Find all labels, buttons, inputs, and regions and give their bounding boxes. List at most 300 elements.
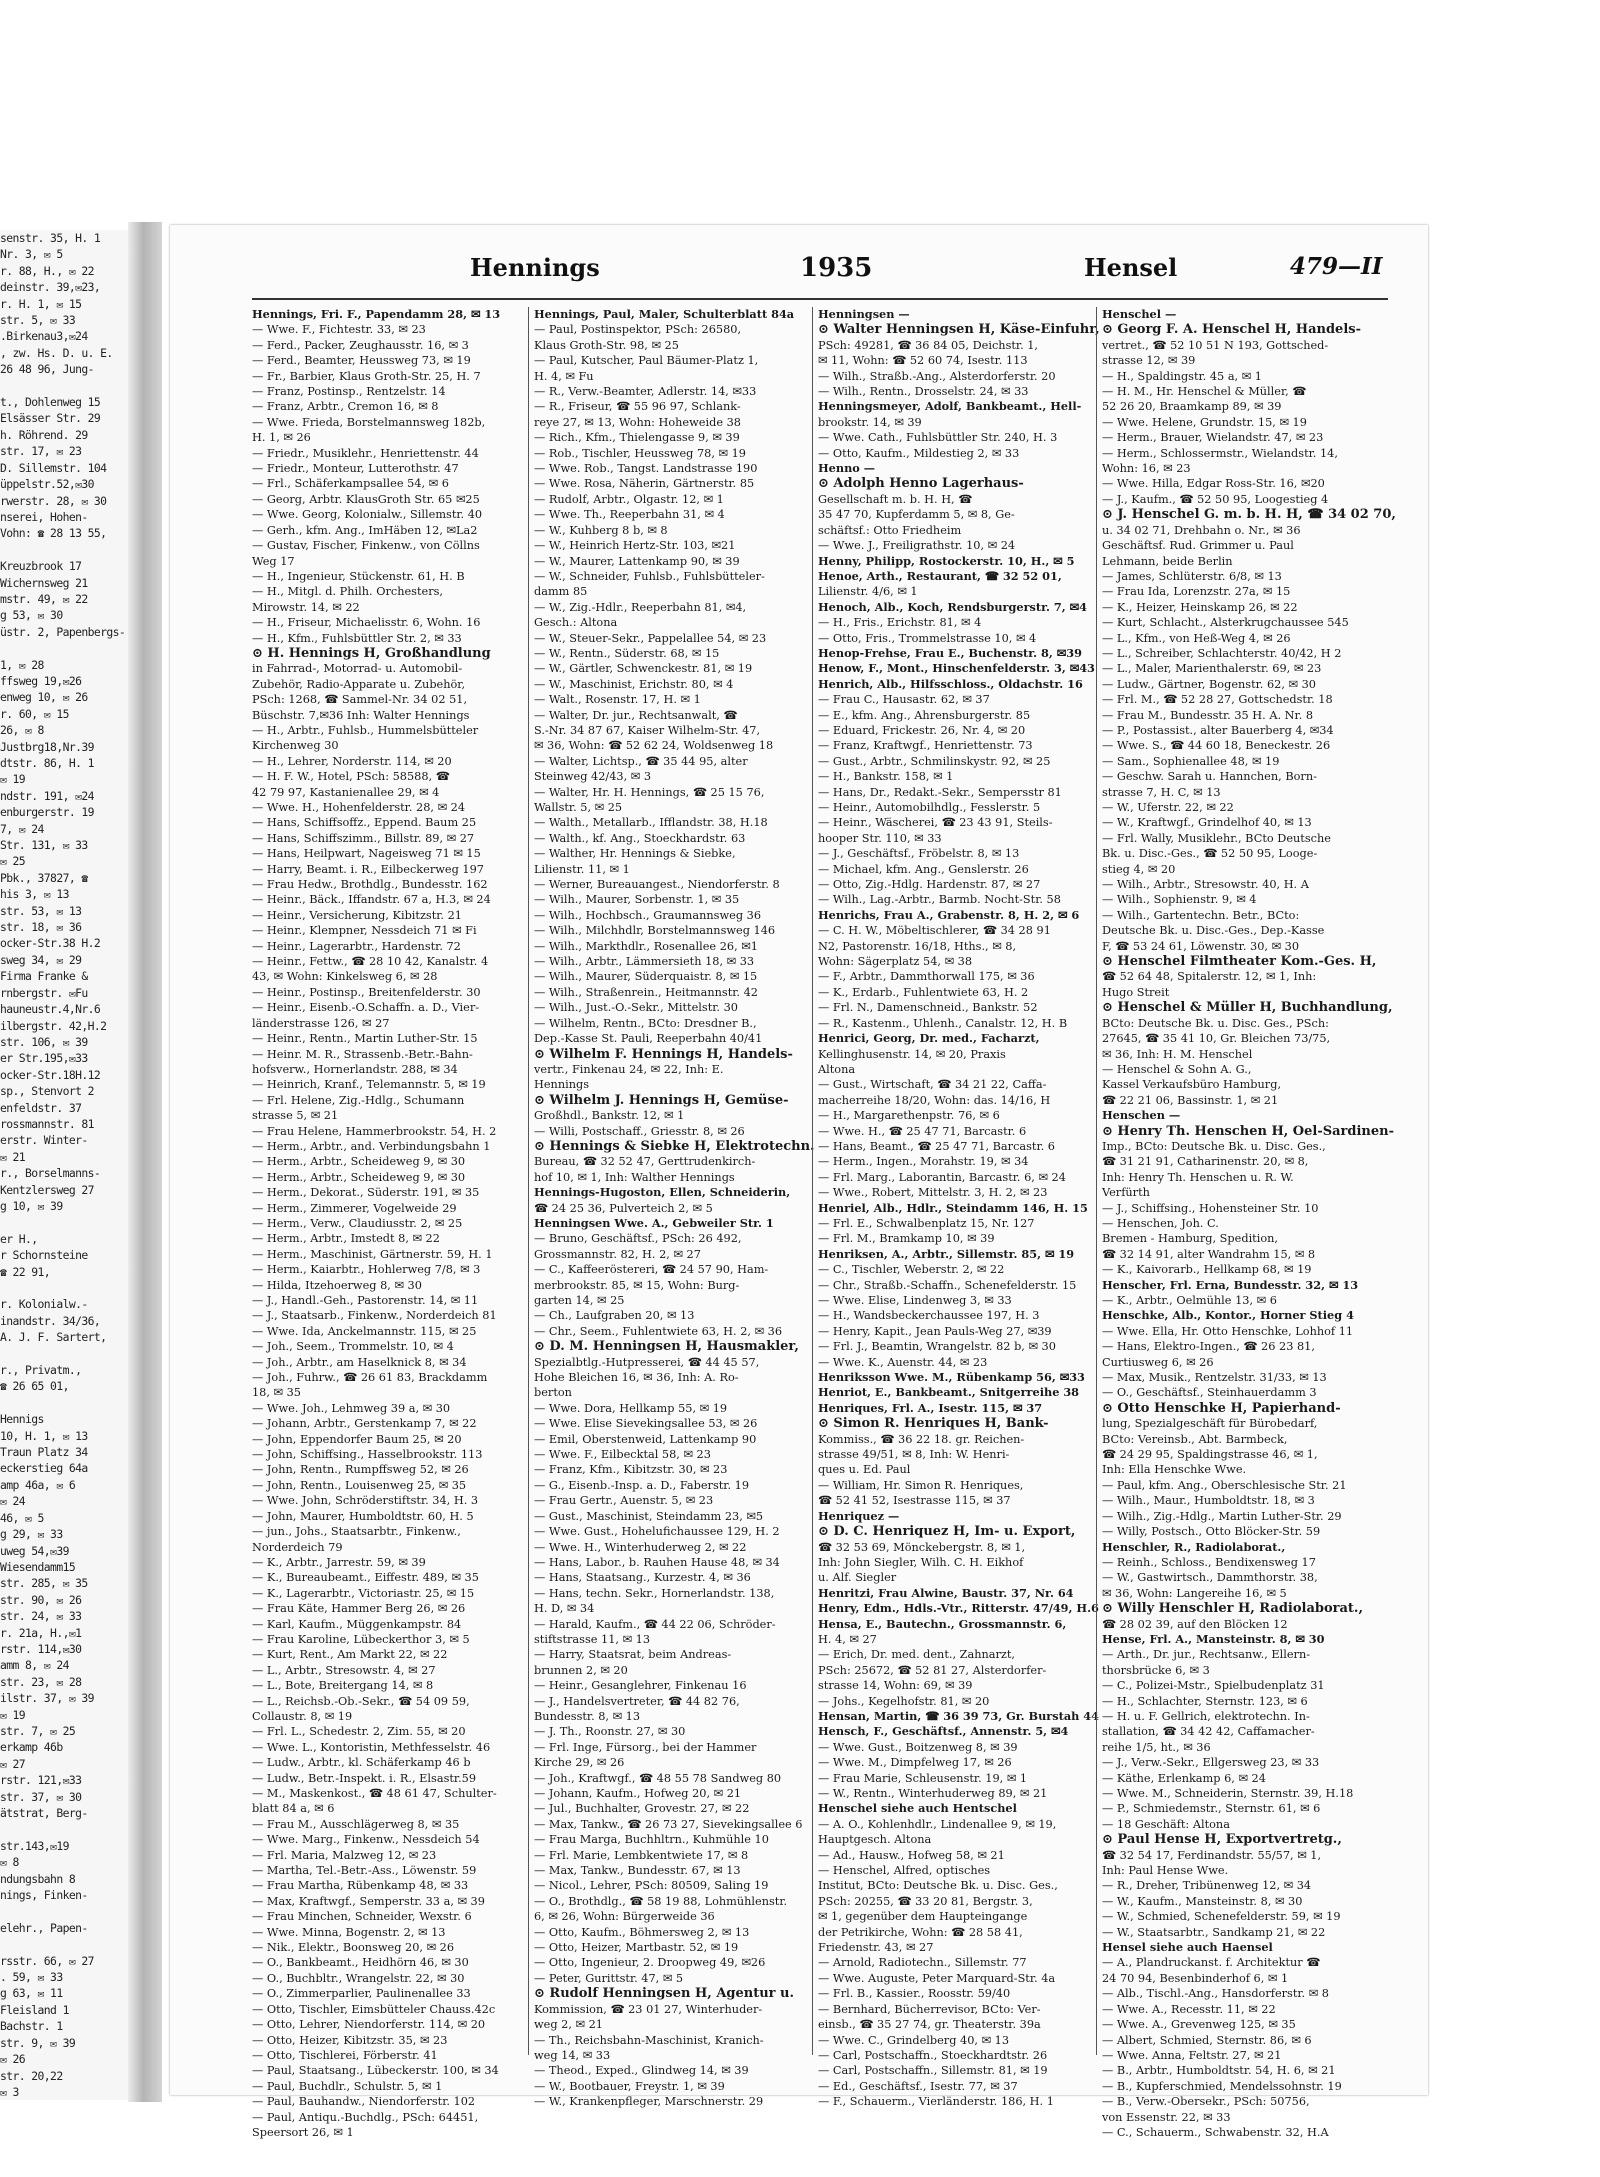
- column-1: [252, 307, 507, 2139]
- directory-entry: — Paul, Postinspektor, PSch: 26580,: [534, 323, 742, 337]
- left-page-line: ✉ 8: [0, 1855, 19, 1870]
- directory-entry: — H., Ingenieur, Stückenstr. 61, H. B: [252, 569, 465, 583]
- directory-entry: — Frau Marie, Schleusenstr. 19, ✉ 1: [818, 1771, 1028, 1785]
- left-page-line: üppelstr.52,✉30: [0, 477, 94, 492]
- directory-entry: — Harry, Staatsrat, beim Andreas-: [534, 1648, 732, 1662]
- left-page-line: 26 48 96, Jung-: [0, 362, 94, 377]
- directory-entry: — H., Kfm., Fuhlsbüttler Str. 2, ✉ 33: [252, 631, 462, 645]
- directory-entry: — Hans, Dr., Redakt.-Sekr., Sempersstr 81: [818, 785, 1062, 799]
- directory-entry: Henriques, Frl. A., Isestr. 115, ✉ 37: [818, 1400, 1043, 1415]
- directory-entry: — Gust., Arbtr., Schmilinskystr. 92, ✉ 25: [818, 754, 1051, 768]
- left-page-line: hauneustr.4,Nr.6: [0, 1002, 101, 1017]
- directory-entry: Henriksson Wwe. M., Rübenkamp 56, ✉33: [818, 1370, 1085, 1385]
- directory-entry: — Chr., Seem., Fuhlentwiete 63, H. 2, ✉ 36: [534, 1324, 783, 1338]
- directory-entry: — Otto, Tischlerei, Förberstr. 41: [252, 2048, 438, 2062]
- directory-entry: u. Alf. Siegler: [818, 1571, 897, 1585]
- directory-entry: — Paul, Bauhandw., Niendorferstr. 102: [252, 2095, 476, 2109]
- left-page-line: ilstr. 37, ✉ 39: [0, 1691, 94, 1706]
- directory-entry: Norderdeich 79: [252, 1540, 343, 1554]
- directory-entry: — Nik., Elektr., Boonsweg 20, ✉ 26: [252, 1941, 455, 1955]
- directory-entry: — Wwe. A., Recesstr. 11, ✉ 22: [1102, 2002, 1276, 2016]
- directory-entry: — Frl. L., Schedestr. 2, Zim. 55, ✉ 20: [252, 1725, 466, 1739]
- left-page-line: rstr. 121,✉33: [0, 1773, 82, 1788]
- directory-entry: hooper Str. 110, ✉ 33: [818, 831, 942, 845]
- left-page-line: rsstr. 66, ✉ 27: [0, 1953, 94, 1968]
- directory-entry: — Frau Gertr., Auenstr. 5, ✉ 23: [534, 1494, 714, 1508]
- directory-entry: — R., Friseur, ☎ 55 96 97, Schlank-: [534, 400, 741, 414]
- column-2: [534, 307, 815, 2109]
- directory-entry: reye 27, ✉ 13, Wohn: Hoheweide 38: [534, 415, 741, 429]
- directory-entry: — Henschel & Sohn A. G.,: [1102, 1062, 1252, 1076]
- directory-entry: — Gust., Wirtschaft, ☎ 34 21 22, Caffa-: [818, 1078, 1047, 1092]
- directory-entry: Inh: Ella Henschke Wwe.: [1102, 1463, 1247, 1477]
- directory-entry: H. D, ✉ 34: [534, 1602, 595, 1616]
- directory-entry: — Otto, Tischler, Eimsbütteler Chauss.42c: [252, 2002, 496, 2016]
- directory-entry: — Paul, kfm. Ang., Oberschlesische Str. 21: [1102, 1478, 1347, 1492]
- directory-entry: — Wwe. Rob., Tangst. Landstrasse 190: [534, 462, 758, 476]
- directory-entry: — Wwe. Frieda, Borstelmannsweg 182b,: [252, 415, 486, 429]
- directory-entry: — Albert, Schmied, Sternstr. 86, ✉ 6: [1102, 2033, 1312, 2047]
- left-page-line: ✉ 21: [0, 1149, 26, 1164]
- directory-entry: Institut, BCto: Deutsche Bk. u. Disc. Ges.,: [818, 1879, 1058, 1893]
- directory-entry: Henry, Edm., Hdls.-Vtr., Ritterstr. 47/49, H.6: [818, 1601, 1099, 1616]
- directory-entry: — K., Lagerarbtr., Victoriastr. 25, ✉ 15: [252, 1586, 475, 1600]
- directory-entry: — Wilh., Sophienstr. 9, ✉ 4: [1102, 893, 1257, 907]
- directory-entry: — Wilh., Maurer, Sorbenstr. 1, ✉ 35: [534, 893, 740, 907]
- directory-entry: hof 10, ✉ 1, Inh: Walther Hennings: [534, 1170, 735, 1184]
- directory-entry: stallation, ☎ 34 42 42, Caffamacher-: [1102, 1725, 1315, 1739]
- directory-entry: — Heinr., Klempner, Nessdeich 71 ✉ Fi: [252, 924, 477, 938]
- directory-entry: — Paul, Buchdlr., Schulstr. 5, ✉ 1: [252, 2079, 443, 2093]
- directory-entry: — Harald, Kaufm., ☎ 44 22 06, Schröder-: [534, 1617, 776, 1631]
- directory-entry: ⊙ Paul Hense H, Exportvertretg.,: [1102, 1832, 1342, 1848]
- directory-entry: — Ludw., Gärtner, Bogenstr. 62, ✉ 30: [1102, 677, 1316, 691]
- directory-entry: — Kurt, Rent., Am Markt 22, ✉ 22: [252, 1648, 448, 1662]
- directory-entry: ⊙ Georg F. A. Henschel H, Handels-: [1102, 322, 1361, 338]
- directory-entry: Hensch, F., Geschäftsf., Annenstr. 5, ✉4: [818, 1724, 1069, 1739]
- directory-entry: ⊙ Simon R. Henriques H, Bank-: [818, 1416, 1049, 1432]
- directory-entry: — Wilh., Just.-O.-Sekr., Mittelstr. 30: [534, 1001, 738, 1015]
- directory-entry: — Walth., Metallarb., Ifflandstr. 38, H.18: [534, 816, 768, 830]
- directory-entry: ☎ 52 41 52, Isestrasse 115, ✉ 37: [818, 1494, 1011, 1508]
- directory-entry: — H., Schlachter, Sternstr. 123, ✉ 6: [1102, 1694, 1308, 1708]
- directory-entry: — W., Kuhberg 8 b, ✉ 8: [534, 523, 668, 537]
- directory-entry: — Joh., Kraftwgf., ☎ 48 55 78 Sandweg 80: [534, 1771, 782, 1785]
- left-page-line: [0, 1395, 128, 1411]
- directory-entry: u. 34 02 71, Drehbahn o. Nr., ✉ 36: [1102, 523, 1301, 537]
- directory-entry: — Joh., Arbtr., am Haselknick 8, ✉ 34: [252, 1355, 467, 1369]
- directory-entry: — Wilh., Gartentechn. Betr., BCto:: [1102, 908, 1300, 922]
- directory-entry: — Max, Kraftwgf., Semperstr. 33 a, ✉ 39: [252, 1894, 485, 1908]
- directory-entry: Deutsche Bk. u. Disc.-Ges., Dep.-Kasse: [1102, 924, 1325, 938]
- directory-entry: — O., Brothdlg., ☎ 58 19 88, Lohmühlenstr.: [534, 1894, 788, 1908]
- directory-entry: — H., Fris., Erichstr. 81, ✉ 4: [818, 616, 982, 630]
- directory-entry: — Wilh., Maur., Humboldtstr. 18, ✉ 3: [1102, 1494, 1315, 1508]
- directory-entry: ✉ 11, Wohn: ☎ 52 60 74, Isestr. 113: [818, 354, 1028, 368]
- directory-entry: — Wwe. Ella, Hr. Otto Henschke, Lohhof 11: [1102, 1324, 1354, 1338]
- directory-entry: — K., Erdarb., Fuhlentwiete 63, H. 2: [818, 985, 1029, 999]
- directory-entry: — B., Kupferschmied, Mendelssohnstr. 19: [1102, 2079, 1342, 2093]
- directory-entry: Bk. u. Disc.-Ges., ☎ 52 50 95, Looge-: [1102, 847, 1318, 861]
- left-page-line: uweg 54,✉39: [0, 1543, 69, 1558]
- directory-entry: Altona: [818, 1062, 856, 1076]
- directory-entry: — Wwe. M., Schneiderin, Sternstr. 39, H.18: [1102, 1787, 1354, 1800]
- directory-entry: 43, ✉ Wohn: Kinkelsweg 6, ✉ 28: [252, 970, 438, 984]
- directory-entry: — Frl. B., Kassier., Roosstr. 59/40: [818, 1987, 1011, 2001]
- left-page-line: 46, ✉ 5: [0, 1510, 44, 1525]
- directory-entry: ☎ 52 64 48, Spitalerstr. 12, ✉ 1, Inh:: [1102, 970, 1317, 984]
- directory-entry: Inh: Henry Th. Henschen u. R. W.: [1102, 1170, 1294, 1184]
- directory-entry: weg 2, ✉ 21: [534, 2018, 603, 2032]
- directory-entry: — Sam., Sophienallee 48, ✉ 19: [1102, 754, 1280, 768]
- directory-entry: — John, Maurer, Humboldtstr. 60, H. 5: [252, 1509, 474, 1523]
- directory-entry: Henningsen Wwe. A., Gebweiler Str. 1: [534, 1215, 774, 1230]
- directory-entry: Henny, Philipp, Rostockerstr. 10, H., ✉ 5: [818, 553, 1075, 568]
- column-divider: [1096, 307, 1097, 2055]
- directory-entry: Wohn: 16, ✉ 23: [1102, 462, 1191, 476]
- directory-entry: damm 85: [534, 585, 588, 599]
- directory-entry: Bureau, ☎ 32 52 47, Gerttrudenkirch-: [534, 1155, 756, 1169]
- directory-entry: ques u. Ed. Paul: [818, 1463, 911, 1477]
- directory-entry: — Johs., Kegelhofstr. 81, ✉ 20: [818, 1694, 990, 1708]
- directory-entry: — Willi, Postschaff., Griesstr. 8, ✉ 26: [534, 1124, 745, 1138]
- directory-entry: weg 14, ✉ 33: [534, 2048, 611, 2062]
- directory-entry: strasse 5, ✉ 21: [252, 1109, 339, 1123]
- left-page-line: sweg 34, ✉ 29: [0, 952, 82, 967]
- directory-entry: — Wwe. J., Freiligrathstr. 10, ✉ 24: [818, 539, 1016, 553]
- directory-entry: ⊙ Adolph Henno Lagerhaus-: [818, 476, 1024, 492]
- directory-entry: — W., Zig.-Hdlr., Reeperbahn 81, ✉4,: [534, 600, 747, 614]
- directory-entry: 52 26 20, Braamkamp 89, ✉ 39: [1102, 400, 1282, 414]
- directory-entry: — P., Postassist., alter Bauerberg 4, ✉34: [1102, 723, 1334, 737]
- directory-entry: — W., Krankenpfleger, Marschnerstr. 29: [534, 2095, 764, 2109]
- directory-entry: Henriel, Alb., Hdlr., Steindamm 146, H. 15: [818, 1200, 1088, 1215]
- directory-entry: — L., Maler, Marienthalerstr. 69, ✉ 23: [1102, 662, 1322, 676]
- directory-entry: stieg 4, ✉ 20: [1102, 862, 1176, 876]
- directory-entry: — Hans, Staatsang., Kurzestr. 4, ✉ 36: [534, 1571, 751, 1585]
- directory-entry: — Herm., Kaiarbtr., Hohlerweg 7/8, ✉ 3: [252, 1263, 481, 1277]
- directory-entry: Hense, Frl. A., Mansteinstr. 8, ✉ 30: [1102, 1631, 1325, 1646]
- directory-entry: — O., Geschäftsf., Steinhauerdamm 3: [1102, 1386, 1317, 1400]
- directory-entry: — Carl, Postschaffn., Stoeckhardtstr. 26: [818, 2048, 1048, 2062]
- left-page-line: , zw. Hs. D. u. E.: [0, 345, 113, 360]
- directory-entry: schäftsf.: Otto Friedheim: [818, 523, 962, 537]
- directory-entry: Hugo Streit: [1102, 985, 1170, 999]
- directory-entry: — Wwe. H., Winterhuderweg 2, ✉ 22: [534, 1540, 747, 1554]
- left-page-line: r. 88, H., ✉ 22: [0, 263, 94, 278]
- directory-entry: — H. F. W., Hotel, PSch: 58588, ☎: [252, 770, 450, 784]
- left-page-line: A. J. F. Sartert,: [0, 1330, 107, 1345]
- directory-entry: — C., Kaffeeröstereri, ☎ 24 57 90, Ham-: [534, 1263, 769, 1277]
- directory-entry: — Frau Martha, Rübenkamp 48, ✉ 33: [252, 1879, 469, 1893]
- directory-entry: Henriquez —: [818, 1508, 900, 1523]
- directory-entry: — Wwe. K., Auenstr. 44, ✉ 23: [818, 1355, 988, 1369]
- directory-entry: ⊙ Wilhelm F. Hennings H, Handels-: [534, 1046, 793, 1062]
- directory-entry: — Wilh., Lag.-Arbtr., Barmb. Nocht-Str. 58: [818, 893, 1061, 907]
- left-page-line: ✉ 19: [0, 772, 26, 787]
- directory-entry: Wohn: Sägerplatz 54, ✉ 38: [818, 955, 973, 969]
- left-page-line: ocker-Str.18H.12: [0, 1067, 101, 1082]
- left-page-line: ocker-Str.38 H.2: [0, 936, 101, 951]
- directory-entry: — Heinr., Eisenb.-O.Schaffn. a. D., Vier-: [252, 1001, 480, 1015]
- directory-entry: 24 70 94, Besenbinderhof 6, ✉ 1: [1102, 1971, 1289, 1985]
- left-page-line: str. 17, ✉ 23: [0, 444, 82, 459]
- directory-entry: — W., Kraftwgf., Grindelhof 40, ✉ 13: [1102, 816, 1312, 830]
- directory-entry: — Heinr., Rentn., Martin Luther-Str. 15: [252, 1032, 478, 1046]
- directory-entry: — Frau M., Ausschlägerweg 8, ✉ 35: [252, 1817, 460, 1831]
- column-4: [1102, 307, 1396, 2139]
- directory-entry: — Heinr., Postinsp., Breitenfelderstr. 30: [252, 985, 481, 999]
- directory-entry: — Walter, Hr. H. Hennings, ☎ 25 15 76,: [534, 785, 765, 799]
- directory-entry: — Herm., Verw., Claudiusstr. 2, ✉ 25: [252, 1216, 463, 1230]
- directory-entry: — Hans, techn. Sekr., Hornerlandstr. 138,: [534, 1586, 775, 1600]
- directory-entry: Henritzi, Frau Alwine, Baustr. 37, Nr. 64: [818, 1585, 1074, 1600]
- left-page-line: ätstrat, Berg-: [0, 1806, 88, 1820]
- directory-entry: — Frl., Schäferkampsallee 54, ✉ 6: [252, 477, 449, 491]
- directory-entry: — Heinr., Automobilhdlg., Fesslerstr. 5: [818, 801, 1041, 814]
- left-page-line: ✉ 25: [0, 854, 26, 869]
- directory-entry: PSch: 1268, ☎ Sammel-Nr. 34 02 51,: [252, 693, 468, 707]
- left-page-line: enweg 10, ✉ 26: [0, 690, 88, 705]
- left-page-line: 1, ✉ 28: [0, 657, 44, 672]
- directory-entry: — Hans, Schiffszimm., Billstr. 89, ✉ 27: [252, 831, 475, 845]
- directory-entry: — Max, Tankw., Bundesstr. 67, ✉ 13: [534, 1864, 741, 1878]
- directory-entry: PSch: 20255, ☎ 33 20 81, Bergstr. 3,: [818, 1894, 1033, 1908]
- directory-entry: — Herm., Arbtr., Scheideweg 9, ✉ 30: [252, 1155, 466, 1169]
- directory-entry: brookstr. 14, ✉ 39: [818, 415, 922, 429]
- directory-entry: — L., Schreiber, Schlachterstr. 40/42, H 2: [1102, 646, 1342, 660]
- directory-entry: — Wilhelm, Rentn., BCto: Dresdner B.,: [534, 1016, 757, 1030]
- left-page-line: erstr. Winter-: [0, 1133, 88, 1148]
- left-page-line: .Birkenau3,✉24: [0, 329, 88, 344]
- directory-entry: Henrich, Alb., Hilfsschloss., Oldachstr. 16: [818, 676, 1083, 691]
- directory-entry: Zubehör, Radio-Apparate u. Zubehör,: [252, 677, 466, 691]
- directory-entry: — J., Geschäftsf., Fröbelstr. 8, ✉ 13: [818, 847, 1020, 861]
- directory-entry: — Frl. E., Schwalbenplatz 15, Nr. 127: [818, 1216, 1035, 1230]
- directory-entry: 42 79 97, Kastanienallee 29, ✉ 4: [252, 785, 440, 799]
- directory-entry: — Wwe., Robert, Mittelstr. 3, H. 2, ✉ 23: [818, 1186, 1048, 1200]
- directory-entry: — K., Arbtr., Oelmühle 13, ✉ 6: [1102, 1294, 1277, 1307]
- directory-entry: — W., Steuer-Sekr., Pappelallee 54, ✉ 23: [534, 631, 767, 645]
- directory-entry: Hohe Bleichen 16, ✉ 36, Inh: A. Ro-: [534, 1371, 739, 1385]
- directory-entry: ☎ 32 53 69, Mönckebergstr. 8, ✉ 1,: [818, 1540, 1026, 1554]
- directory-entry: — Henschel, Alfred, optisches: [818, 1864, 991, 1878]
- directory-entry: Bremen - Hamburg, Spedition,: [1102, 1232, 1279, 1246]
- header-right-word: Hensel: [1084, 253, 1178, 282]
- directory-entry: Henow, F., Mont., Hinschenfelderstr. 3, ✉43: [818, 661, 1095, 676]
- directory-entry: Henschen —: [1102, 1108, 1181, 1123]
- directory-entry: — Harry, Beamt. i. R., Eilbeckerweg 197: [252, 862, 484, 876]
- directory-entry: brunnen 2, ✉ 20: [534, 1663, 628, 1677]
- directory-entry: — Frau Marga, Buchhltrn., Kuhmühle 10: [534, 1833, 769, 1847]
- directory-entry: — Otto, Zig.-Hdlg. Hardenstr. 87, ✉ 27: [818, 878, 1041, 892]
- directory-entry: — Frau C., Hausastr. 62, ✉ 37: [818, 693, 990, 707]
- left-page-line: [0, 1214, 128, 1230]
- directory-entry: — John, Rentn., Rumpffsweg 52, ✉ 26: [252, 1463, 469, 1477]
- left-page-line: str. 20,22: [0, 2068, 63, 2083]
- left-page-line: Justbrg18,Nr.39: [0, 739, 94, 754]
- left-page-line: [0, 1280, 128, 1296]
- directory-entry: — R., Dreher, Tribünenweg 12, ✉ 34: [1102, 1879, 1312, 1893]
- directory-entry: — Nicol., Lehrer, PSch: 80509, Saling 19: [534, 1879, 769, 1893]
- directory-entry: — Geschw. Sarah u. Hannchen, Born-: [1102, 770, 1317, 784]
- directory-entry: — Th., Reichsbahn-Maschinist, Kranich-: [534, 2033, 764, 2047]
- directory-entry: Friedenstr. 43, ✉ 27: [818, 1941, 934, 1955]
- directory-entry: — Wwe. A., Grevenweg 125, ✉ 35: [1102, 2018, 1296, 2032]
- directory-entry: ⊙ Henschel & Müller H, Buchhandlung,: [1102, 1000, 1393, 1016]
- directory-entry: — Wwe. Auguste, Peter Marquard-Str. 4a: [818, 1971, 1056, 1985]
- directory-entry: — Wwe. Marg., Finkenw., Nessdeich 54: [252, 1833, 480, 1847]
- left-page-line: str. 106, ✉ 39: [0, 1034, 88, 1049]
- directory-entry: — Otto, Kaufm., Böhmersweg 2, ✉ 13: [534, 1925, 750, 1939]
- directory-entry: — Wwe. Hilla, Edgar Ross-Str. 16, ✉20: [1102, 477, 1325, 491]
- directory-entry: — O., Buchbltr., Wrangelstr. 22, ✉ 30: [252, 1971, 465, 1985]
- left-page-line: amm 8, ✉ 24: [0, 1658, 69, 1673]
- left-page-line: str. 24, ✉ 33: [0, 1609, 82, 1624]
- directory-entry: Steinweg 42/43, ✉ 3: [534, 770, 652, 784]
- column-divider: [528, 307, 529, 2055]
- directory-entry: — John, Eppendorfer Baum 25, ✉ 20: [252, 1432, 462, 1446]
- left-page-line: Fleisland 1: [0, 2002, 69, 2017]
- directory-entry: — Eduard, Frickestr. 26, Nr. 4, ✉ 20: [818, 723, 1026, 737]
- directory-entry: — Heinr., Bäck., Iffandstr. 67 a, H.3, ✉ 24: [252, 893, 491, 907]
- header-year: 1935: [800, 253, 873, 283]
- left-page-line: t., Dohlenweg 15: [0, 395, 101, 410]
- directory-entry: — Rudolf, Arbtr., Olgastr. 12, ✉ 1: [534, 492, 724, 506]
- directory-entry: — B., Verw.-Obersekr., PSch: 50756,: [1102, 2095, 1310, 2109]
- directory-entry: — Wwe. Joh., Lehmweg 39 a, ✉ 30: [252, 1401, 451, 1415]
- directory-entry: — Frl. N., Damenschneid., Bankstr. 52: [818, 1001, 1038, 1015]
- directory-entry: — C. H. W., Möbeltischlerer, ☎ 34 28 91: [818, 924, 1051, 938]
- directory-entry: Henschler, R., Radiolaborat.,: [1102, 1539, 1286, 1554]
- directory-entry: Curtiusweg 6, ✉ 26: [1102, 1355, 1214, 1369]
- directory-entry: — P., Schmiedemstr., Sternstr. 61, ✉ 6: [1102, 1802, 1321, 1816]
- directory-entry: — Paul, Antiqu.-Buchdlg., PSch: 64451,: [252, 2110, 479, 2124]
- left-page-line: Firma Franke &: [0, 969, 88, 984]
- directory-entry: strasse 12, ✉ 39: [1102, 354, 1196, 368]
- directory-entry: strasse 49/51, ✉ 8, Inh: W. Henri-: [818, 1448, 1010, 1462]
- directory-entry: — jun., Johs., Staatsarbtr., Finkenw.,: [252, 1525, 461, 1539]
- directory-entry: ☎ 28 02 39, auf den Blöcken 12: [1102, 1617, 1288, 1631]
- left-page-line: Bachstr. 1: [0, 2019, 63, 2034]
- directory-entry: — L., Bote, Breitergang 14, ✉ 8: [252, 1679, 434, 1693]
- directory-entry: hofsverw., Hornerlandstr. 288, ✉ 34: [252, 1062, 458, 1076]
- directory-entry: — Franz, Kraftwgf., Henriettenstr. 73: [818, 739, 1033, 753]
- directory-entry: — Frau Hedw., Brothdlg., Bundesstr. 162: [252, 878, 488, 892]
- directory-entry: — H., Arbtr., Fuhlsb., Hummelsbütteler: [252, 723, 479, 737]
- left-page-line: [0, 640, 128, 656]
- directory-entry: — K., Heizer, Heinskamp 26, ✉ 22: [1102, 600, 1298, 614]
- directory-entry: — Wilh., Markthdlr., Rosenallee 26, ✉1: [534, 939, 758, 953]
- directory-entry: — Friedr., Monteur, Lutterothstr. 47: [252, 462, 459, 476]
- directory-entry: Geschäftsf. Rud. Grimmer u. Paul: [1102, 539, 1294, 553]
- left-page-line: str. 90, ✉ 26: [0, 1592, 82, 1607]
- left-page-line: Traun Platz 34: [0, 1445, 88, 1460]
- left-page-line: ffsweg 19,✉26: [0, 673, 82, 688]
- directory-entry: Henriksen, A., Arbtr., Sillemstr. 85, ✉ 19: [818, 1246, 1075, 1261]
- directory-entry: — Joh., Fuhrw., ☎ 26 61 83, Brackdamm: [252, 1371, 488, 1385]
- directory-entry: Hennings: [534, 1078, 590, 1092]
- directory-entry: — Martha, Tel.-Betr.-Ass., Löwenstr. 59: [252, 1864, 477, 1878]
- left-page-line: nings, Finken-: [0, 1888, 88, 1903]
- left-page-line: üstr. 2, Papenbergs-: [0, 624, 126, 639]
- directory-entry: Verfürth: [1102, 1186, 1150, 1200]
- directory-entry: Gesch.: Altona: [534, 616, 618, 630]
- directory-entry: — Hans, Schiffsoffz., Eppend. Baum 25: [252, 816, 477, 830]
- directory-entry: — Frl. M., Bramkamp 10, ✉ 39: [818, 1232, 995, 1246]
- directory-entry: — Ed., Geschäftsf., Isestr. 77, ✉ 37: [818, 2079, 1018, 2093]
- left-page-line: [0, 1903, 128, 1919]
- left-page-line: Elsässer Str. 29: [0, 411, 101, 426]
- directory-entry: — H., Spaldingstr. 45 a, ✉ 1: [1102, 369, 1262, 383]
- directory-entry: — Erich, Dr. med. dent., Zahnarzt,: [818, 1648, 1016, 1662]
- directory-entry: H. 1, ✉ 26: [252, 431, 311, 445]
- left-page-line: str. 7, ✉ 25: [0, 1723, 76, 1738]
- directory-entry: — Fr., Barbier, Klaus Groth-Str. 25, H. 7: [252, 369, 481, 383]
- directory-entry: Imp., BCto: Deutsche Bk. u. Disc. Ges.,: [1102, 1139, 1326, 1153]
- directory-entry: — Frl. Wally, Musiklehr., BCto Deutsche: [1102, 831, 1331, 845]
- directory-entry: ⊙ Walter Henningsen H, Käse-Einfuhr,: [818, 322, 1100, 338]
- directory-entry: — Wwe. F., Fichtestr. 33, ✉ 23: [252, 323, 426, 337]
- left-page-line: . 59, ✉ 33: [0, 1970, 63, 1985]
- directory-entry: S.-Nr. 34 87 67, Kaiser Wilhelm-Str. 47,: [534, 723, 761, 737]
- directory-entry: — Johann, Kaufm., Hofweg 20, ✉ 21: [534, 1787, 742, 1800]
- directory-entry: ✉ 36, Inh: H. M. Henschel: [1102, 1047, 1253, 1061]
- left-page-line: r Schornsteine: [0, 1248, 88, 1263]
- directory-entry: ⊙ Willy Henschler H, Radiolaborat.,: [1102, 1601, 1363, 1617]
- directory-entry: Lilienstr. 11, ✉ 1: [534, 862, 630, 876]
- directory-entry: — Heinr. M. R., Strassenb.-Betr.-Bahn-: [252, 1047, 473, 1061]
- directory-entry: — Otto, Kaufm., Mildestieg 2, ✉ 33: [818, 446, 1020, 460]
- directory-entry: — Otto, Ingenieur, 2. Droopweg 49, ✉26: [534, 1956, 766, 1970]
- directory-entry: — Heinrich, Kranf., Telemannstr. 5, ✉ 19: [252, 1078, 486, 1092]
- directory-entry: ⊙ Otto Henschke H, Papierhand-: [1102, 1400, 1341, 1416]
- left-page-line: r. H. 1, ✉ 15: [0, 296, 82, 311]
- directory-entry: — Herm., Dekorat., Süderstr. 191, ✉ 35: [252, 1186, 480, 1200]
- left-page-line: Nr. 3, ✉ 5: [0, 247, 63, 262]
- directory-entry: — Käthe, Erlenkamp 6, ✉ 24: [1102, 1771, 1266, 1785]
- directory-entry: — Bernhard, Bücherrevisor, BCto: Ver-: [818, 2002, 1041, 2016]
- directory-entry: — Wwe. Georg, Kolonialw., Sillemstr. 40: [252, 508, 483, 522]
- directory-entry: Henschke, Alb., Kontor., Horner Stieg 4: [1102, 1308, 1354, 1323]
- directory-entry: — B., Arbtr., Humboldtstr. 54, H. 6, ✉ 21: [1102, 2064, 1336, 2078]
- directory-entry: — H., Margarethenpstr. 76, ✉ 6: [818, 1109, 1000, 1123]
- directory-entry: garten 14, ✉ 25: [534, 1294, 625, 1307]
- directory-entry: — William, Hr. Simon R. Henriques,: [818, 1478, 1024, 1492]
- left-page-line: elehr., Papen-: [0, 1920, 88, 1935]
- directory-entry: — Emil, Oberstenweid, Lattenkamp 90: [534, 1432, 757, 1446]
- columns-area: [252, 307, 1396, 2139]
- left-page-line: rwerstr. 28, ✉ 30: [0, 493, 107, 508]
- directory-entry: — Max, Musik., Rentzelstr. 31/33, ✉ 13: [1102, 1371, 1327, 1385]
- directory-entry: — Arth., Dr. jur., Rechtsanw., Ellern-: [1102, 1648, 1311, 1662]
- directory-entry: — Frau Ida, Lorenzstr. 27a, ✉ 15: [1102, 585, 1291, 599]
- directory-entry: — Herm., Zimmerer, Vogelweide 29: [252, 1201, 457, 1215]
- directory-entry: — Frl. M., ☎ 52 28 27, Gottschedstr. 18: [1102, 693, 1333, 707]
- directory-entry: F, ☎ 53 24 61, Löwenstr. 30, ✉ 30: [1102, 939, 1300, 953]
- directory-entry: — K., Bureaubeamt., Eiffestr. 489, ✉ 35: [252, 1571, 479, 1585]
- directory-entry: Kirche 29, ✉ 26: [534, 1756, 625, 1770]
- page-header: [170, 253, 1428, 293]
- directory-entry: stiftstrasse 11, ✉ 13: [534, 1632, 651, 1646]
- left-page-line: ☎ 26 65 01,: [0, 1379, 69, 1394]
- directory-entry: ☎ 24 25 36, Pulverteich 2, ✉ 5: [534, 1201, 713, 1215]
- left-page-line: str. 18, ✉ 36: [0, 920, 82, 935]
- left-page-line: sp., Stenvort 2: [0, 1084, 94, 1099]
- directory-entry: Hensan, Martin, ☎ 36 39 73, Gr. Burstah 44: [818, 1708, 1100, 1723]
- directory-entry: Henrichs, Frau A., Grabenstr. 8, H. 2, ✉ 6: [818, 907, 1080, 922]
- directory-entry: — A., Plandruckanst. f. Architektur ☎: [1102, 1956, 1321, 1970]
